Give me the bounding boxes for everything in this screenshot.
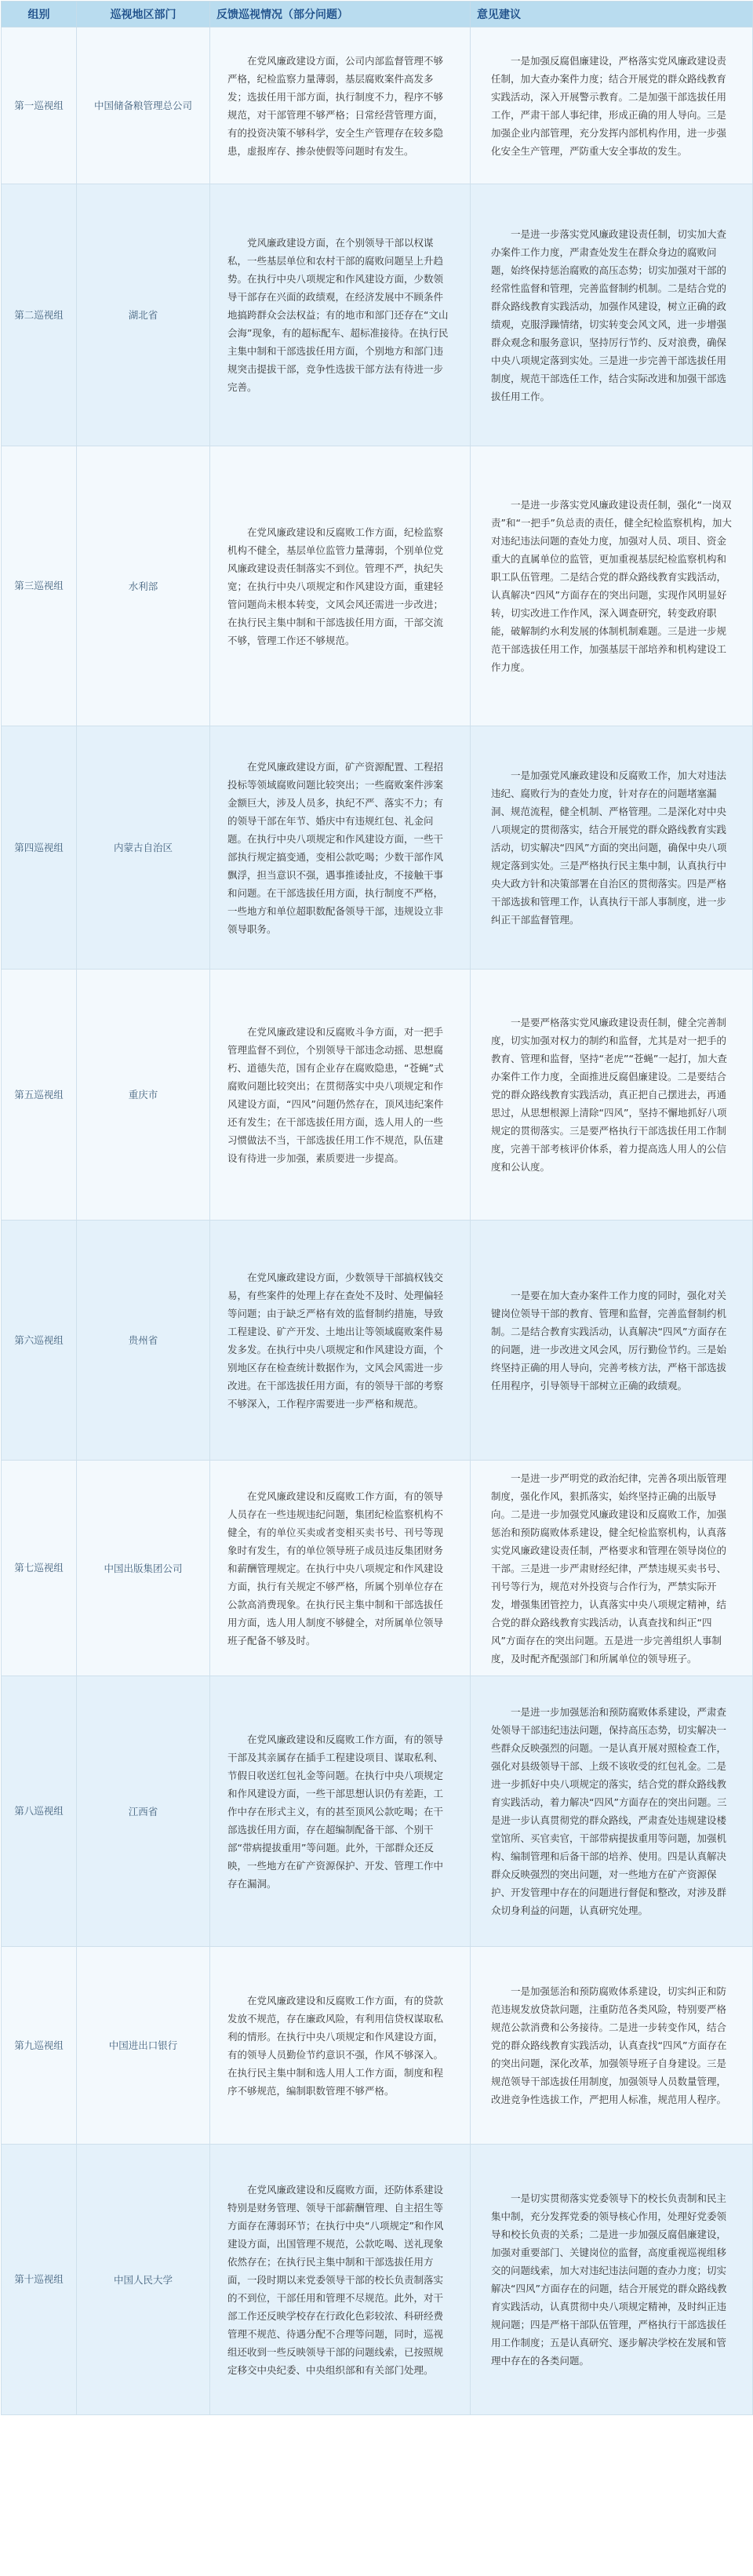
table-row [2, 1947, 753, 2145]
group-cell: 第七巡视组 [2, 1461, 77, 1676]
header-group: 组别 [2, 2, 77, 27]
suggestion-cell: 一是进一步加强惩治和预防腐败体系建设，严肃查处领导干部违纪违法问题，保持高压态势，切实解决一些群众反映强烈的问题。一是认真开展对照检查工作，强化对县级领导干部、上级不该收受的红包礼金。二是进一步抓好中央八项规定的落实，结合党的群众路线教育实践活动，着力解决“四风”方面存在的突出问题。三是进一步认真贯彻党的群众路线，严肃查处违规建设楼堂馆所、买官卖官，干部带病提拔重用等问题，加强机构、编制管理和后备干部的培养、使用。四是认真解决群众反映强烈的突出问题，对一些地方在矿产资源保护、开发管理中存在的问题进行督促和整改，对涉及群众切身利益的问题，认真研究处理。 [491, 1706, 727, 1916]
group-cell: 第三巡视组 [2, 446, 77, 726]
table-row [2, 1676, 753, 1947]
feedback-cell: 在党风廉政建设和反腐败工作方面，纪检监察机构不健全，基层单位监管力量薄弱，个别单位党风廉政建设责任制落实不到位。管理不严，执纪失宽；在执行中央八项规定和作风建设方面，重建轻管问题尚未根本转变，文风会风还需进一步改进；在执行民主集中制和干部选拔任用方面，干部交流不够，管理工作还不够规范。 [227, 526, 444, 646]
unit-cell: 中国出版集团公司 [77, 1461, 210, 1676]
header-feedback: 反馈巡视情况（部分问题） [210, 2, 471, 27]
table-row [2, 1221, 753, 1461]
unit-cell: 重庆市 [77, 970, 210, 1221]
unit-cell: 贵州省 [77, 1221, 210, 1461]
group-cell: 第六巡视组 [2, 1221, 77, 1461]
unit-cell: 水利部 [77, 446, 210, 726]
group-cell: 第二巡视组 [2, 184, 77, 446]
feedback-cell: 在党风廉政建设方面，公司内部监督管理不够严格，纪检监察力量薄弱，基层腐败案件高发多发；选拔任用干部方面，执行制度不力，程序不够规范，对干部管理不够严格；日常经营管理方面，有的投资决策不够科学，安全生产管理存在较多隐患，虚报库存、掺杂使假等问题时有发生。 [227, 54, 444, 157]
feedback-cell: 党风廉政建设方面，在个别领导干部以权谋私，一些基层单位和农村干部的腐败问题呈上升趋势。在执行中央八项规定和作风建设方面，少数领导干部存在兴面的政绩观，在经济发展中不顾条件地搞跨群众会法权益；有的地市和部门还存在“文山会海”现象，有的超标配车、超标准接待。在执行民主集中制和干部选拔任用方面，个别地方和部门违规突击提拔干部，竞争性选拔干部方法有待进一步完善。 [227, 237, 449, 393]
unit-cell: 湖北省 [77, 184, 210, 446]
feedback-cell: 在党风廉政建设和反腐败工作方面，有的领导人员存在一些违规违纪问题，集团纪检监察机构不健全，有的单位买卖或者变相买卖书号、刊号等现象时有发生，有的单位领导班子成员违反集团财务和薪酬管理规定。在执行中央八项规定和作风建设方面，执行有关规定不够严格，所属个别单位存在公款高消费现象。在执行民主集中制和干部选拔任用方面，选人用人制度不够健全，对所属单位领导班子配备不够及时。 [227, 1490, 444, 1646]
suggestion-cell: 一是进一步落实党风廉政建设责任制，强化“一岗双责”和“一把手”负总责的责任，健全纪检监察机构，加大对违纪违法问题的查处力度，加强对人员、项目、资金重大的直属单位的监管，更加重视基层纪检监察机构和职工队伍管理。二是结合党的群众路线教育实践活动，认真解决“四风”方面存在的突出问题，实现作风明显好转，切实改进工作作风，深入调查研究，转变政府职能，破解制约水利发展的体制机制难题。三是进一步规范干部选拔任用工作，加强基层干部培养和机构建设工作力度。 [491, 499, 732, 673]
group-cell: 第四巡视组 [2, 726, 77, 970]
inspection-table [1, 1, 753, 2415]
header-unit: 巡视地区部门 [77, 2, 210, 27]
table-row [2, 2145, 753, 2415]
table-row [2, 726, 753, 970]
feedback-cell: 在党风廉政建设和反腐败方面，还防体系建设特别是财务管理、领导干部薪酬管理、自主招生等方面存在薄弱环节；在执行中央“八项规定”和作风建设方面，出国管理不规范，公款吃喝、送礼现象依然存在；在执行民主集中制和干部选拔任用方面，一段时期以来党委领导干部的校长负责制落实的不到位，干部任用和管理不尽规范。此外，对干部工作还反映学校存在行政化色彩较浓、科研经费管理不规范、待遇分配不合理等问题，同时，巡视组还收到一些反映领导干部的问题线索，已按照规定移交中央纪委、中央组织部和有关部门处理。 [227, 2183, 444, 2376]
feedback-cell: 在党风廉政建设方面，少数领导干部搞权钱交易，有些案件的处理上存在查处不及时、处理偏轻等问题；由于缺乏严格有效的监督制约措施，导致工程建设、矿产开发、土地出让等领域腐败案件易发多发。在执行中央八项规定和作风建设方面，个别地区存在检查统计数据作为，文风会风需进一步改进。在干部选拔任用方面，有的领导干部的考察不够深入，工作程序需要进一步严格和规范。 [227, 1271, 444, 1410]
suggestion-cell: 一是加强反腐倡廉建设，严格落实党风廉政建设责任制，加大查办案件力度；结合开展党的群众路线教育实践活动，深入开展警示教育。二是加强干部选拔任用工作，严肃干部人事纪律，形成正确的用人导向。三是加强企业内部管理，充分发挥内部机构作用，进一步强化安全生产管理，严防重大安全事故的发生。 [491, 54, 727, 157]
feedback-cell: 在党风廉政建设和反腐败工作方面，有的领导干部及其亲属存在插手工程建设项目、谋取私利、节假日收送红包礼金等问题。在执行中央八项规定和作风建设方面，一些干部思想认识仍有差距，工作中存在形式主义，有的甚至顶风公款吃喝；在干部选拔任用方面，存在超编制配备干部、个别干部“带病提拔重用”等问题。此外，干部群众还反映，一些地方在矿产资源保护、开发、管理工作中存在漏洞。 [227, 1733, 444, 1890]
suggestion-cell: 一是要严格落实党风廉政建设责任制，健全完善制度，切实加强对权力的制约和监督，尤其是对一把手的教育、管理和监督，坚持“老虎”“苍蝇”一起打，加大查办案件工作力度，全面推进反腐倡廉建设。二是要结合党的群众路线教育实践活动，真正把自己摆进去，再通思过，从思想根源上清除“四风”，坚持不懈地抓好八项规定的贯彻落实。三是要严格执行干部选拔任用工作制度，完善干部考核评价体系，着力提高选人用人的公信度和公认度。 [491, 1017, 727, 1173]
group-cell: 第八巡视组 [2, 1676, 77, 1947]
table-header-row [2, 2, 753, 27]
feedback-cell: 在党风廉政建设方面，矿产资源配置、工程招投标等领域腐败问题比较突出；一些腐败案件涉案金额巨大，涉及人员多，执纪不严、落实不力；有的领导干部在年节、婚庆中有违规红包、礼金问题。在执行中央八项规定和作风建设方面，一些干部执行规定搞变通，变相公款吃喝；少数干部作风飘浮，担当意识不强，遇事推诿扯皮，不接触干事和问题。在干部选拔任用方面，执行制度不严格，一些地方和单位超职数配备领导干部，违规设立非领导职务。 [227, 760, 444, 935]
unit-cell: 中国进出口银行 [77, 1947, 210, 2145]
group-cell: 第五巡视组 [2, 970, 77, 1221]
suggestion-cell: 一是要在加大查办案件工作力度的同时，强化对关键岗位领导干部的教育、管理和监督，完善监督制约机制。二是结合教育实践活动，认真解决“四风”方面存在的问题，进一步改进文风会风，厉行勤俭节约。三是始终坚持正确的用人导向，完善考核方法，严格干部选拔任用程序，引导领导干部树立正确的政绩观。 [491, 1289, 727, 1392]
suggestion-cell: 一是进一步落实党风廉政建设责任制，切实加大查办案件工作力度，严肃查处发生在群众身边的腐败问题，始终保持惩治腐败的高压态势；切实加强对干部的经常性监督和管理，完善监督制约机制。二是结合党的群众路线教育实践活动，加强作风建设，树立正确的政绩观，克服浮躁情绪，切实转变会风文风，进一步增强群众观念和服务意识，坚持厉行节约、反对浪费，确保中央八项规定落到实处。三是进一步完善干部选拔任用制度，规范干部选任工作，结合实际改进和加强干部选拔任用工作。 [491, 227, 727, 402]
group-cell: 第一巡视组 [2, 27, 77, 184]
unit-cell: 江西省 [77, 1676, 210, 1947]
feedback-cell: 在党风廉政建设和反腐败工作方面，有的贷款发放不规范，存在廉政风险，有利用信贷权谋取私利的情形。在执行中央八项规定和作风建设方面，有的领导人员勤俭节约意识不强，作风不够深入。在执行民主集中制和选人用人工作方面，制度和程序不够规范，编制职数管理不够严格。 [227, 1994, 444, 2097]
group-cell: 第十巡视组 [2, 2145, 77, 2415]
unit-cell: 中国人民大学 [77, 2145, 210, 2415]
table-row [2, 970, 753, 1221]
suggestion-cell: 一是加强党风廉政建设和反腐败工作，加大对违法违纪、腐败行为的查处力度，针对存在的问题堵塞漏洞、规范流程，健全机制、严格管理。二是深化对中央八项规定的贯彻落实，结合开展党的群众路线教育实践活动，切实解决“四风”方面的突出问题，确保中央八项规定落到实处。三是严格执行民主集中制，认真执行中央大政方针和决策部署在自治区的贯彻落实。四是严格干部选拔和管理工作，认真执行干部人事制度，进一步纠正干部监督管理。 [491, 770, 727, 926]
suggestion-cell: 一是进一步严明党的政治纪律，完善各项出版管理制度，强化作风，狠抓落实，始终坚持正确的出版导向。二是进一步加强党风廉政建设和反腐败工作，加强惩治和预防腐败体系建设，健全纪检监察机构，认真落实党风廉政建设责任制，严格要求和管理在领导岗位的干部。三是进一步严肃财经纪律，严禁违规买卖书号、刊号等行为，规范对外投资与合作行为，严禁实际开发，增强集团管控力，认真落实中央八项规定精神，结合党的群众路线教育实践活动，认真查找和纠正“四风”方面存在的突出问题。五是进一步完善组织人事制度，及时配齐配强部门和所属单位的领导班子。 [491, 1472, 727, 1665]
table-row [2, 446, 753, 726]
suggestion-cell: 一是加强惩治和预防腐败体系建设，切实纠正和防范违规发放贷款问题，注重防范各类风险，特别要严格规范公款消费和公务接待。二是进一步转变作风，结合党的群众路线教育实践活动，认真查找“四风”方面存在的突出问题，深化改革，加强领导班子自身建设。三是规范领导干部选拔任用制度，加强领导人员数量管理，改进竞争性选拔工作，严把用人标准，规范用人程序。 [491, 1985, 727, 2105]
table-row [2, 1461, 753, 1676]
unit-cell: 中国储备粮管理总公司 [77, 27, 210, 184]
table-row [2, 184, 753, 446]
group-cell: 第九巡视组 [2, 1947, 77, 2145]
header-suggestion: 意见建议 [471, 2, 753, 27]
suggestion-cell: 一是切实贯彻落实党委领导下的校长负责制和民主集中制，充分发挥党委的领导核心作用，处理好党委领导和校长负责的关系；二是进一步加强反腐倡廉建设，加强对重要部门、关键岗位的监督，高度重视巡视组移交的问题线索，加大对违纪违法问题的查办力度；切实解决“四风”方面存在的问题，结合开展党的群众路线教育实践活动，认真贯彻中央八项规定精神，及时纠正违规问题；四是严格干部队伍管理，严格执行干部选拔任用工作制度；五是认真研究、逐步解决学校在发展和管理中存在的各类问题。 [491, 2192, 727, 2367]
feedback-cell: 在党风廉政建设和反腐败斗争方面，对一把手管理监督不到位，个别领导干部违念动摇、思想腐朽、道德失范，国有企业存在腐败隐患，“苍蝇”式腐败问题比较突出；在贯彻落实中央八项规定和作风建设方面，“四风”问题仍然存在，顶风违纪案件还有发生；在干部选拔任用方面，选人用人的一些习惯做法不当，干部选拔任用工作不规范，队伍建设有待进一步加强，素质要进一步提高。 [227, 1025, 444, 1164]
unit-cell: 内蒙古自治区 [77, 726, 210, 970]
table-row [2, 27, 753, 184]
